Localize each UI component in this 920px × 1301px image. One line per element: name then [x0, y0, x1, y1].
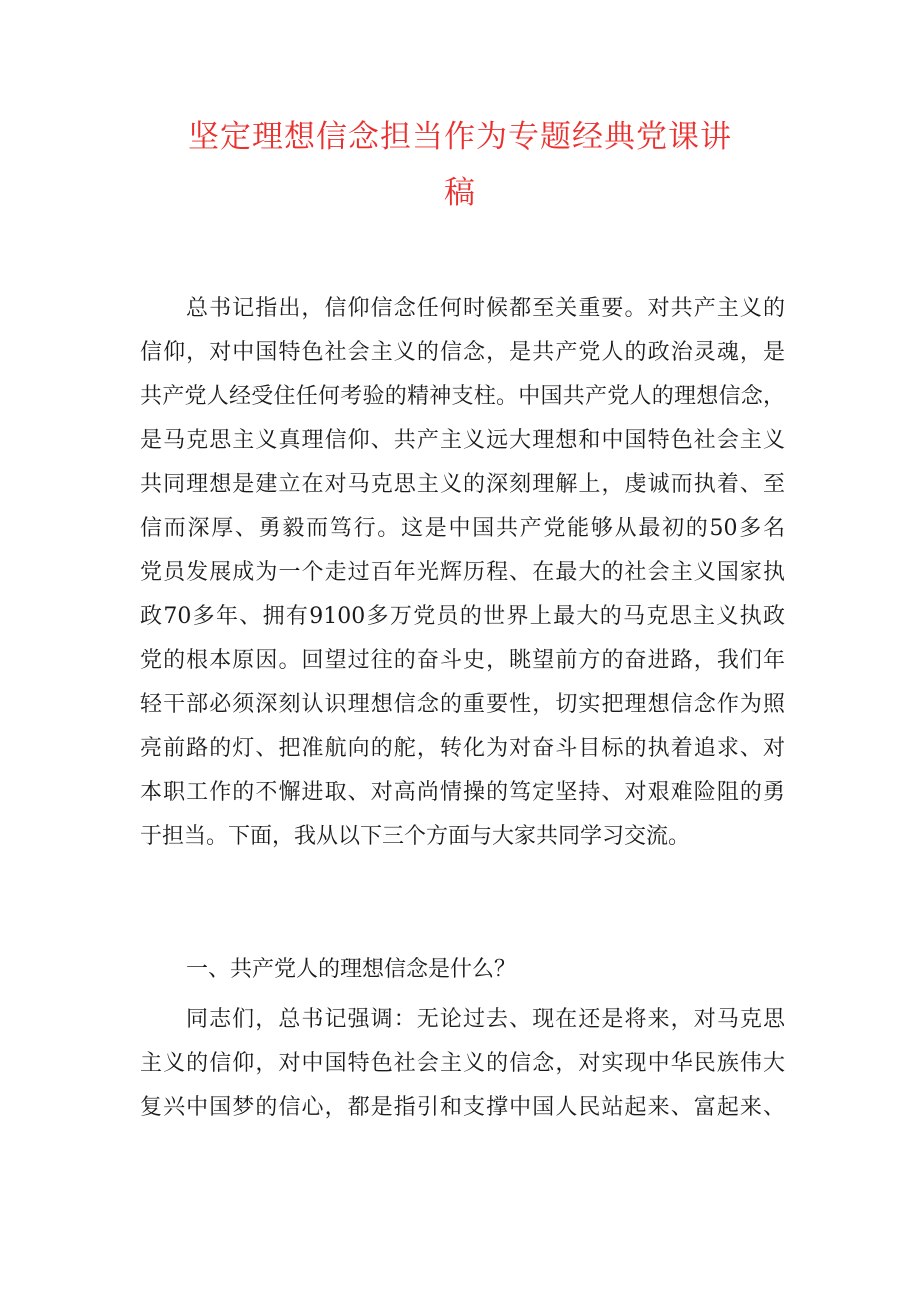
document-title-line-2: 稿 [444, 175, 476, 211]
paragraph-1 [140, 287, 785, 859]
paragraph-2 [140, 998, 785, 1130]
paragraph-line: 党的根本原因。回望过往的奋斗史，眺望前方的奋进路，我们年 [140, 648, 785, 673]
document-title-line-1: 坚定理想信念担当作为专题经典党课讲 [188, 119, 732, 155]
paragraph-line: 主义的信仰，对中国特色社会主义的信念，对实现中华民族伟大 [140, 1051, 785, 1076]
paragraph-line: 信仰，对中国特色社会主义的信念，是共产党人的政治灵魂，是 [140, 340, 785, 365]
paragraph-line: 是马克思主义真理信仰、共产主义远大理想和中国特色社会主义 [140, 428, 785, 453]
paragraph-line: 轻干部必须深刻认识理想信念的重要性，切实把理想信念作为照 [140, 692, 785, 717]
paragraph-line: 于担当。下面，我从以下三个方面与大家共同学习交流。 [140, 824, 691, 849]
paragraph-line: 政70多年、拥有9100多万党员的世界上最大的马克思主义执政 [140, 604, 785, 629]
paragraph-line: 共产党人经受住任何考验的精神支柱。中国共产党人的理想信念， [140, 384, 785, 409]
section-heading-1 [140, 948, 785, 992]
paragraph-line: 同志们，总书记强调：无论过去、现在还是将来，对马克思 [186, 1007, 785, 1032]
paragraph-line: 复兴中国梦的信心，都是指引和支撑中国人民站起来、富起来、 [140, 1095, 785, 1120]
paragraph-line: 总书记指出，信仰信念任何时候都至关重要。对共产主义的 [186, 296, 785, 321]
paragraph-line: 亮前路的灯、把准航向的舵，转化为对奋斗目标的执着追求、对 [140, 736, 785, 761]
section-heading-text: 一、共产党人的理想信念是什么？ [186, 957, 517, 982]
paragraph-line: 信而深厚、勇毅而笃行。这是中国共产党能够从最初的50多名 [140, 516, 785, 541]
paragraph-line: 共同理想是建立在对马克思主义的深刻理解上，虔诚而执着、至 [140, 472, 785, 497]
paragraph-line: 本职工作的不懈进取、对高尚情操的笃定坚持、对艰难险阻的勇 [140, 780, 785, 805]
paragraph-line: 党员发展成为一个走过百年光辉历程、在最大的社会主义国家执 [140, 560, 785, 585]
